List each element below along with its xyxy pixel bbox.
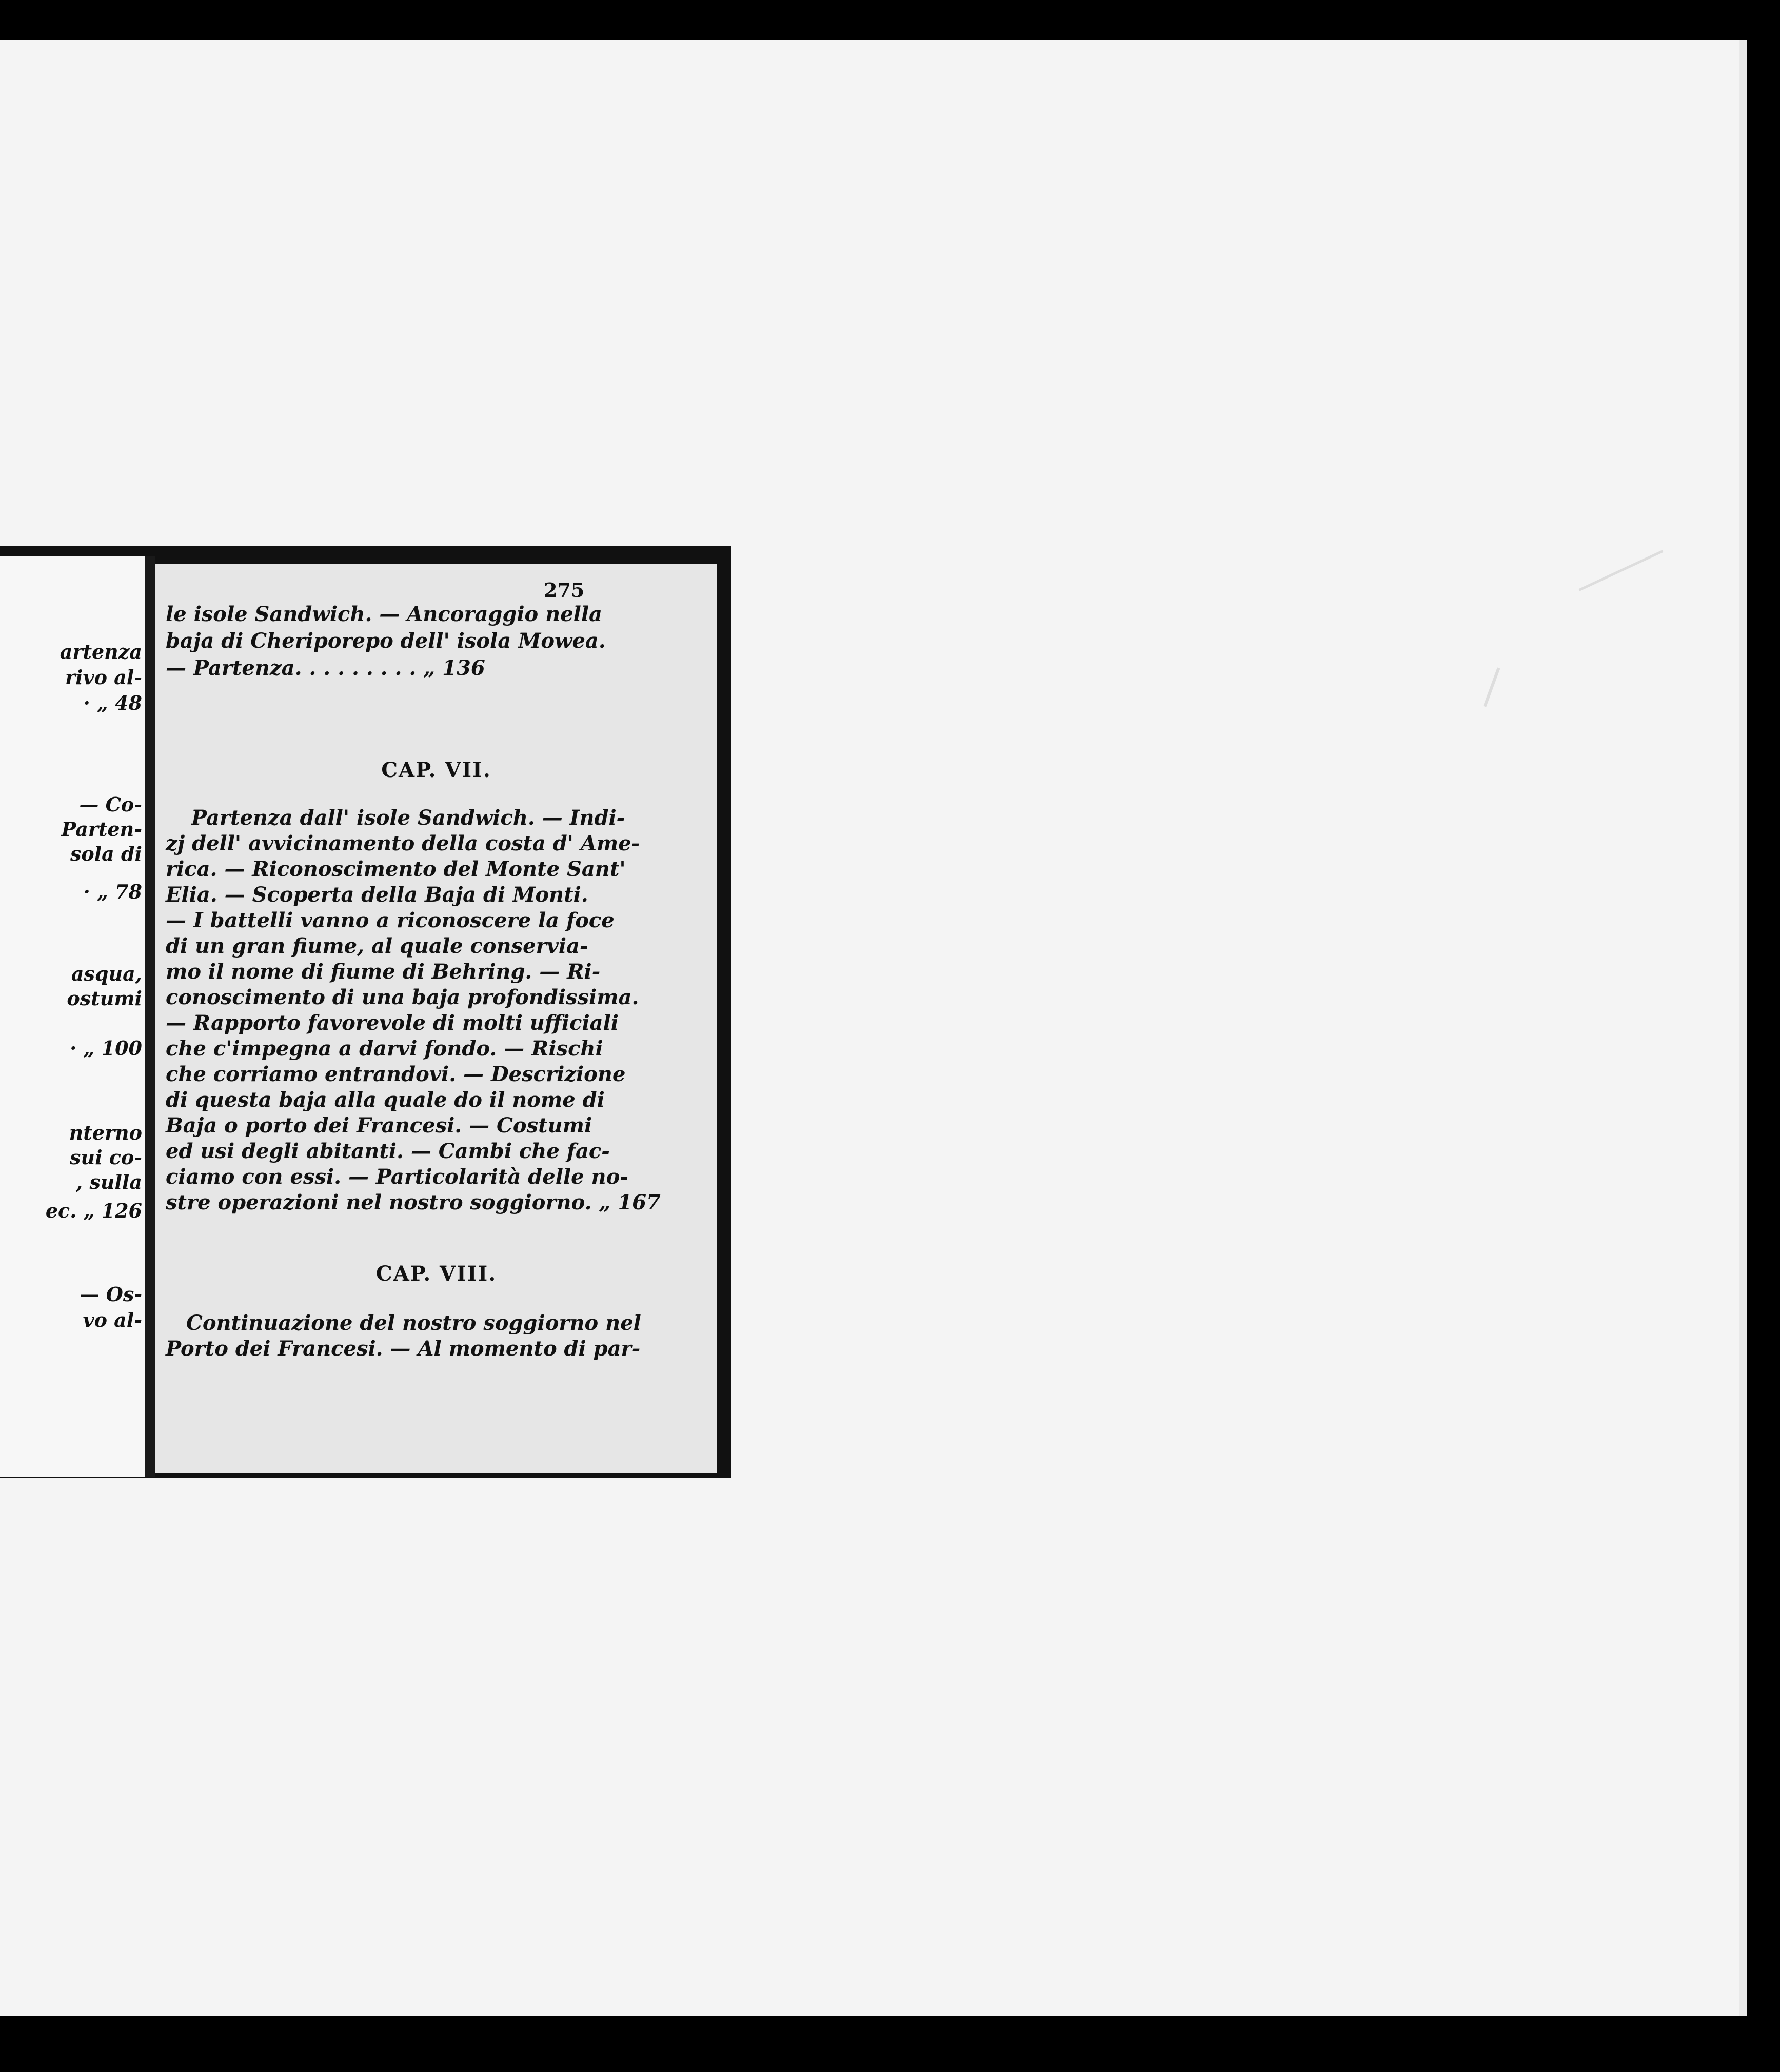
left-line: · „ 48 bbox=[83, 691, 142, 714]
index-line: conoscimento di una baja profondissima. bbox=[166, 985, 639, 1009]
left-line: ostumi bbox=[67, 987, 142, 1010]
right-page bbox=[155, 564, 717, 1473]
left-line: · „ 100 bbox=[70, 1037, 142, 1060]
index-line: zj dell' avvicinamento della costa d' Ame- bbox=[166, 831, 640, 855]
sheet-edge bbox=[1739, 40, 1747, 2016]
left-line: sui co- bbox=[70, 1146, 142, 1169]
index-line: baja di Cheriporepo dell' isola Mowea. bbox=[166, 629, 606, 653]
index-line: Porto dei Francesi. — Al momento di par- bbox=[166, 1337, 641, 1361]
left-line: ec. „ 126 bbox=[45, 1199, 142, 1222]
index-line: ciamo con essi. — Particolarità delle no- bbox=[166, 1165, 628, 1189]
left-line: rivo al- bbox=[65, 666, 142, 689]
index-line: di un gran fiume, al quale conservia- bbox=[166, 934, 588, 958]
left-line: sola di bbox=[70, 842, 142, 865]
book-gutter bbox=[145, 556, 155, 1477]
left-line: vo al- bbox=[83, 1308, 142, 1331]
index-line: Elia. — Scoperta della Baja di Monti. bbox=[166, 883, 588, 907]
index-line: mo il nome di fiume di Behring. — Ri- bbox=[166, 960, 601, 984]
left-line: — Co- bbox=[79, 793, 142, 816]
page-number: 275 bbox=[544, 579, 585, 602]
chapter-heading: CAP. VIII. bbox=[375, 1262, 497, 1286]
left-line: artenza bbox=[60, 640, 142, 663]
index-line: — Rapporto favorevole di molti ufficiali bbox=[166, 1011, 619, 1035]
index-line: le isole Sandwich. — Ancoraggio nella bbox=[166, 602, 602, 626]
left-line: Parten- bbox=[61, 818, 142, 841]
index-line: — I battelli vanno a riconoscere la foce bbox=[166, 908, 615, 932]
index-line: Partenza dall' isole Sandwich. — Indi- bbox=[191, 806, 625, 830]
index-line: che c'impegna a darvi fondo. — Rischi bbox=[166, 1037, 603, 1061]
index-line: ed usi degli abitanti. — Cambi che fac- bbox=[166, 1139, 610, 1163]
left-line: , sulla bbox=[76, 1170, 142, 1193]
chapter-heading: CAP. VII. bbox=[381, 758, 491, 782]
index-line: Continuazione del nostro soggiorno nel bbox=[186, 1311, 641, 1335]
index-line: stre operazioni nel nostro soggiorno. „ 167 bbox=[166, 1190, 661, 1214]
left-line: — Os- bbox=[80, 1283, 142, 1306]
index-line: rica. — Riconoscimento del Monte Sant' bbox=[166, 857, 626, 881]
index-line: — Partenza. . . . . . . . . „ 136 bbox=[166, 656, 485, 680]
left-page bbox=[0, 556, 145, 1477]
left-line: asqua, bbox=[71, 962, 142, 985]
left-line: nterno bbox=[69, 1121, 142, 1144]
index-line: che corriamo entrandovi. — Descrizione bbox=[166, 1062, 626, 1086]
index-line: di questa baja alla quale do il nome di bbox=[166, 1088, 605, 1112]
index-line: Baja o porto dei Francesi. — Costumi bbox=[166, 1113, 592, 1138]
left-line: · „ 78 bbox=[83, 880, 142, 903]
